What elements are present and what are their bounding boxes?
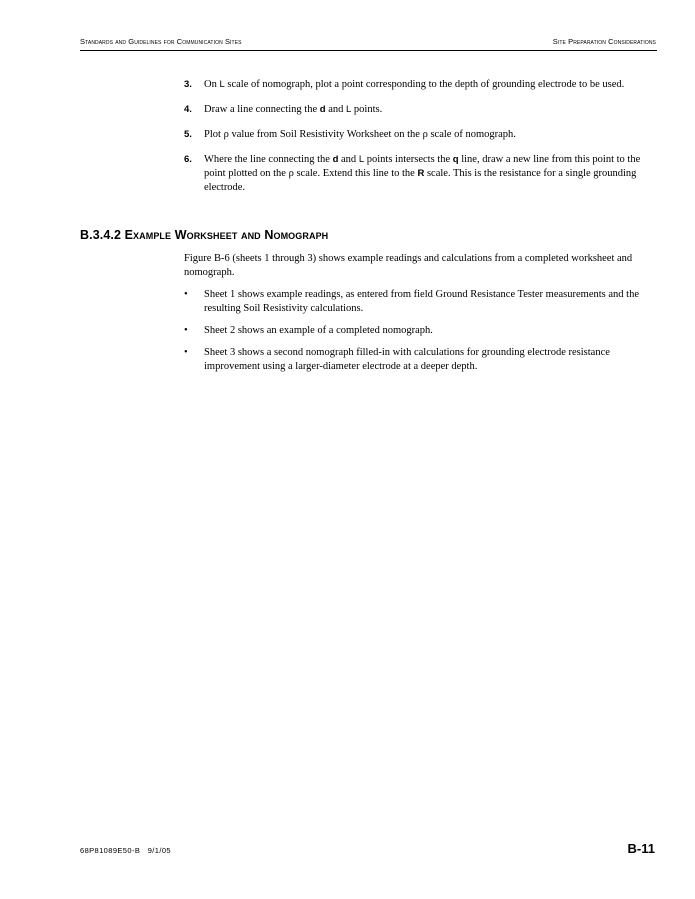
- step-keyword: L: [219, 79, 225, 90]
- step-text: scale of nomograph, plot a point corresponding to the depth of grounding electrode to be used.: [224, 79, 625, 90]
- header-left-title: Standards and Guidelines for Communication Sites: [80, 37, 242, 46]
- section-intro: Figure B-6 (sheets 1 through 3) shows example readings and calculations from a completed worksheet and nomograph.: [184, 253, 633, 278]
- step-text: points.: [351, 104, 383, 115]
- step-keyword: d: [332, 154, 339, 165]
- step-3: [184, 78, 654, 92]
- step-text: On: [204, 79, 220, 90]
- section-number: B.3.4.2: [80, 228, 122, 242]
- list-item: [184, 346, 654, 374]
- step-keyword: R: [417, 168, 425, 179]
- page-number: B-11: [627, 841, 655, 856]
- step-number: 6.: [184, 154, 192, 165]
- section-heading: [80, 228, 650, 242]
- step-text: scale. Extend this line to the: [293, 168, 418, 179]
- step-keyword: L: [358, 154, 365, 165]
- step-text: Plot: [204, 129, 224, 140]
- step-text: and: [338, 154, 359, 165]
- step-keyword: ρ: [288, 168, 294, 179]
- step-text: line, draw a new line from this point to the point plotted on the: [204, 154, 641, 179]
- footer-doc-id: 68P81089E50-B: [80, 846, 141, 855]
- header-right-title: Site Preparation Considerations: [552, 37, 656, 46]
- footer-date: 9/1/05: [147, 846, 171, 855]
- header-divider: [80, 50, 657, 51]
- step-keyword: ρ: [422, 129, 428, 140]
- bullet-text: Sheet 2 shows an example of a completed nomograph.: [204, 325, 433, 336]
- step-text: points intersects the: [364, 154, 453, 165]
- step-text: and: [325, 104, 346, 115]
- step-keyword: L: [345, 104, 352, 115]
- list-item: [184, 324, 654, 338]
- bullet-text: Sheet 1 shows example readings, as entered from field Ground Resistance Tester measurements and the resulting Soil Resistivity calculations.: [204, 289, 639, 314]
- step-5: [184, 128, 654, 142]
- bullet-icon: •: [184, 289, 188, 300]
- bullet-list: [184, 288, 654, 374]
- section-body: [184, 252, 654, 382]
- step-4: [184, 103, 654, 117]
- procedure-steps: [184, 78, 654, 206]
- step-text: Where the line connecting the: [204, 154, 333, 165]
- running-header: [80, 37, 656, 51]
- bullet-icon: •: [184, 347, 188, 358]
- step-keyword: q: [452, 154, 459, 165]
- step-text: scale. This is the resistance for a single grounding electrode.: [204, 168, 637, 193]
- step-keyword: d: [319, 104, 326, 115]
- step-keyword: ρ: [223, 129, 229, 140]
- step-text: Draw a line connecting the: [204, 104, 320, 115]
- step-6: [184, 153, 654, 195]
- step-number: 3.: [184, 79, 192, 90]
- bullet-text: Sheet 3 shows a second nomograph filled-in with calculations for grounding electrode resistance improvement using a larger-diameter electrode at a deeper depth.: [204, 347, 610, 372]
- step-text: scale of nomograph.: [427, 129, 516, 140]
- bullet-icon: •: [184, 325, 188, 336]
- section-title: Example Worksheet and Nomograph: [124, 228, 329, 242]
- step-number: 5.: [184, 129, 192, 140]
- step-number: 4.: [184, 104, 192, 115]
- step-text: value from Soil Resistivity Worksheet on the: [228, 129, 423, 140]
- list-item: [184, 288, 654, 316]
- footer-doc-info: [80, 846, 171, 855]
